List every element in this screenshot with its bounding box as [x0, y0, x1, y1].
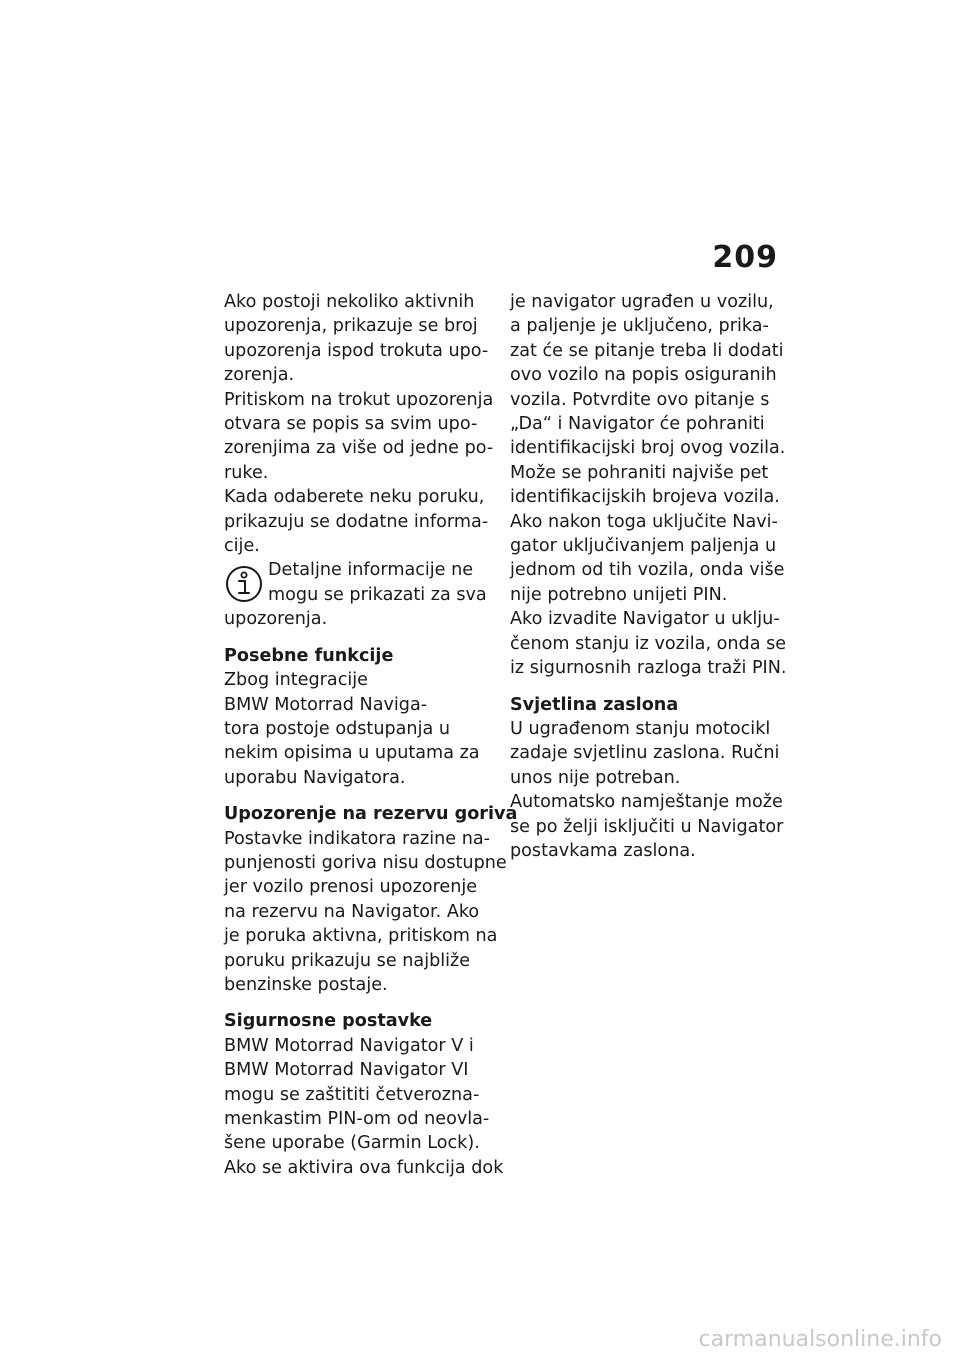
text-line: Ako postoji nekoliko aktivnih: [224, 292, 475, 312]
note-line: Detaljne informacije ne: [268, 560, 474, 581]
text-line: upozorenja ispod trokuta upo-: [224, 340, 489, 361]
right-column: [510, 290, 785, 863]
text-line: Pritiskom na trokut upozorenja: [224, 389, 494, 410]
text-line: a paljenje je uključeno, prika-: [510, 316, 769, 337]
section-svjetlina-zaslona: [510, 693, 785, 864]
text-line: prikazuju se dodatne informa-: [224, 511, 489, 532]
text-line: BMW Motorrad Navigator VI: [224, 1060, 469, 1081]
text-line: identifikacijski broj ovog vozila.: [510, 438, 786, 459]
text-line: jer vozilo prenosi upozorenje: [224, 877, 478, 898]
text-line: nekim opisima u uputama za: [224, 743, 480, 764]
text-line: Zbog integracije: [224, 670, 368, 691]
text-line: identifikacijskih brojeva vozila.: [510, 487, 780, 508]
text-line: zadaje svjetlinu zaslona. Ručni: [510, 743, 780, 764]
text-line: ovo vozilo na popis osiguranih: [510, 365, 777, 386]
text-line: otvara se popis sa svim upo-: [224, 414, 478, 435]
text-line: jednom od tih vozila, onda više: [510, 560, 785, 581]
text-line: gator uključivanjem paljenja u: [510, 536, 777, 557]
page-number: 209: [712, 240, 778, 275]
text-line: je navigator ugrađen u vozilu,: [510, 292, 774, 312]
text-line: poruku prikazuju se najbliže: [224, 950, 471, 971]
intro-paragraph: [510, 290, 785, 681]
text-line: nije potrebno unijeti PIN.: [510, 584, 728, 605]
text-line: čenom stanju iz vozila, onda se: [510, 633, 787, 654]
text-line: menkastim PIN-om od neovla-: [224, 1109, 490, 1129]
text-line: mogu se zaštititi četverozna-: [224, 1084, 480, 1105]
text-line: Može se pohraniti najviše pet: [510, 462, 769, 483]
text-line: benzinske postaje.: [224, 974, 388, 995]
section-heading: Upozorenje na rezervu goriva: [224, 804, 518, 825]
info-note: [224, 558, 494, 631]
text-line: iz sigurnosnih razloga traži PIN.: [510, 658, 787, 679]
text-line: tora postoje odstupanja u: [224, 718, 450, 739]
text-line: zorenjima za više od jedne po-: [224, 438, 494, 459]
text-line: BMW Motorrad Naviga-: [224, 694, 428, 715]
text-line: U ugrađenom stanju motocikl: [510, 718, 771, 739]
text-line: je poruka aktivna, pritiskom na: [224, 926, 498, 947]
text-line: ruke.: [224, 462, 269, 483]
watermark: carmanualsonline.info: [698, 1327, 942, 1352]
text-line: BMW Motorrad Navigator V i: [224, 1035, 474, 1056]
section-sigurnosne-postavke: [224, 1009, 504, 1180]
text-line: na rezervu na Navigator. Ako: [224, 901, 480, 922]
text-line: Ako se aktivira ova funkcija dok: [224, 1157, 504, 1178]
section-heading: Svjetlina zaslona: [510, 694, 679, 715]
text-line: uporabu Navigatora.: [224, 767, 406, 788]
section-heading: Sigurnosne postavke: [224, 1011, 433, 1032]
text-line: Ako nakon toga uključite Navi-: [510, 511, 778, 532]
text-line: postavkama zaslona.: [510, 840, 696, 861]
text-line: šene uporabe (Garmin Lock).: [224, 1133, 480, 1154]
text-line: „Da“ i Navigator će pohraniti: [510, 414, 765, 435]
text-line: Ako izvadite Navigator u uklju-: [510, 609, 780, 630]
text-line: Postavke indikatora razine na-: [224, 828, 490, 849]
text-line: zat će se pitanje treba li dodati: [510, 340, 784, 361]
text-line: vozila. Potvrdite ovo pitanje s: [510, 389, 770, 410]
text-line: punjenosti goriva nisu dostupne: [224, 852, 507, 873]
section-posebne-funkcije: [224, 644, 494, 790]
left-column: [224, 290, 518, 1180]
text-line: se po želji isključiti u Navigator: [510, 816, 784, 837]
text-line: zorenja.: [224, 365, 295, 386]
note-line: upozorenja.: [224, 609, 328, 630]
info-icon: [224, 564, 264, 604]
text-line: cije.: [224, 536, 260, 557]
text-line: Kada odaberete neku poruku,: [224, 487, 485, 508]
section-rezerva-goriva: [224, 802, 518, 997]
text-line: unos nije potreban.: [510, 767, 681, 788]
intro-paragraph: [224, 290, 494, 558]
section-heading: Posebne funkcije: [224, 645, 394, 666]
text-line: upozorenja, prikazuje se broj: [224, 316, 478, 337]
text-line: Automatsko namještanje može: [510, 792, 783, 813]
note-line: mogu se prikazati za sva: [268, 584, 487, 605]
